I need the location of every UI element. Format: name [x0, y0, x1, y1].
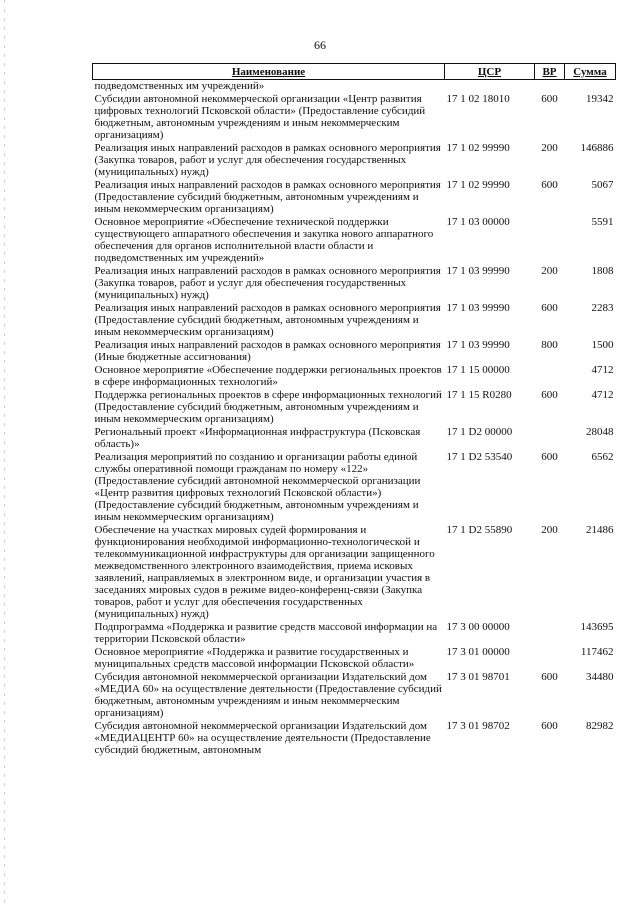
header-vr: ВР: [535, 64, 565, 80]
row-sum-cell: 143695: [580, 621, 614, 633]
row-sum-cell: 146886: [580, 142, 614, 154]
row-csr-cell: 17 1 03 99990: [446, 265, 510, 277]
row-sum-cell: 117462: [580, 646, 614, 658]
table-row: [93, 720, 616, 757]
row-sum-cell: 6562: [591, 451, 614, 463]
row-sum-cell: 34480: [586, 671, 614, 683]
row-name-cell: Основное мероприятие «Обеспечение технической поддержки существующего аппаратного обеспечения и закупка нового аппаратного обеспечения для органов исполнительной власти области и подведомственных им учреждений»: [94, 216, 434, 264]
row-sum-cell: 2283: [591, 302, 614, 314]
row-sum-cell: [565, 80, 616, 94]
row-vr-cell: [535, 426, 565, 451]
table-row: [93, 671, 616, 720]
row-sum-cell: 19342: [586, 93, 614, 105]
row-sum-cell: 5591: [591, 216, 614, 228]
row-name-cell: Подпрограмма «Поддержка и развитие средств массовой информации на территории Псковской области»: [94, 621, 438, 645]
row-csr-cell: 17 1 02 99990: [446, 142, 510, 154]
row-name-cell: Субсидия автономной некоммерческой организации Издательский дом «МЕДИА 60» на осуществление деятельности (Предоставление субсидий бюджетным, автономным учреждениям и иным некоммерческим организациям): [94, 671, 442, 719]
row-csr-cell: 17 1 03 00000: [446, 216, 510, 228]
header-sum: Сумма: [565, 64, 616, 80]
row-vr-cell: 600: [541, 93, 558, 105]
row-csr-cell: 17 1 02 18010: [446, 93, 510, 105]
row-sum-cell: 4712: [591, 389, 614, 401]
row-name-cell: Реализация иных направлений расходов в рамках основного мероприятия (Предоставление субсидий бюджетным, автономным учреждениям и иным некоммерческим организациям): [94, 179, 441, 215]
row-name-cell: Реализация иных направлений расходов в рамках основного мероприятия (Иные бюджетные ассигнования): [94, 339, 441, 363]
row-name-cell: Реализация иных направлений расходов в рамках основного мероприятия (Предоставление субсидий бюджетным, автономным учреждениям и иным некоммерческим организациям): [94, 302, 441, 338]
table-row: [93, 142, 616, 179]
table-row: [93, 426, 616, 451]
row-name-cell: Основное мероприятие «Обеспечение поддержки региональных проектов в сфере информационных технологий»: [94, 364, 442, 388]
page-number: 66: [314, 38, 326, 52]
table-header-row: [93, 64, 616, 80]
row-sum-cell: 28048: [586, 426, 614, 438]
table-row: [93, 265, 616, 302]
row-csr-cell: 17 1 03 99990: [446, 302, 510, 314]
row-name-cell: Реализация иных направлений расходов в рамках основного мероприятия (Закупка товаров, работ и услуг для обеспечения государственных (муниципальных) нужд): [94, 142, 441, 178]
row-csr-cell: 17 3 01 00000: [446, 646, 510, 658]
row-vr-cell: [535, 80, 565, 94]
row-csr-cell: [445, 80, 535, 94]
row-sum-cell: 5067: [591, 179, 614, 191]
header-csr: ЦСР: [445, 64, 535, 80]
row-name-cell: подведомственных им учреждений»: [94, 80, 265, 92]
row-vr-cell: [535, 364, 565, 389]
row-sum-cell: 4712: [591, 364, 614, 376]
row-csr-cell: 17 1 D2 00000: [446, 426, 513, 438]
row-name-cell: Региональный проект «Информационная инфраструктура (Псковская область)»: [94, 426, 421, 450]
row-csr-cell: 17 1 03 99990: [446, 339, 510, 351]
row-name-cell: Реализация мероприятий по созданию и организации работы единой службы оперативной помощи гражданам по номеру «122» (Предоставление субсидий автономной некоммерческой организации «Центр развития цифровых технологий Псковской области») (Предоставление субсидий бюджетным, автономным учреждениям и иным некоммерческим организациям): [94, 451, 421, 523]
row-vr-cell: [535, 646, 565, 671]
table-row: [93, 524, 616, 621]
table-row: [93, 216, 616, 265]
row-csr-cell: 17 3 01 98702: [446, 720, 510, 732]
row-vr-cell: 600: [541, 720, 558, 732]
header-name: Наименование: [93, 64, 445, 80]
table-row: [93, 389, 616, 426]
row-csr-cell: 17 1 15 00000: [446, 364, 510, 376]
row-name-cell: Обеспечение на участках мировых судей формирования и функционирования необходимой информационно-технологической и телекоммуникационной инфраструктуры для организации защищенного межведомственного электронного взаимодействия, приема исковых заявлений, направляемых в электронном виде, и организации участия в заседаниях мировых судов в режиме видео-конференц-связи (Закупка товаров, работ и услуг для обеспечения государственных (муниципальных) нужд): [94, 524, 435, 620]
row-csr-cell: 17 3 01 98701: [446, 671, 510, 683]
row-vr-cell: 600: [541, 671, 558, 683]
table-row: [93, 646, 616, 671]
row-vr-cell: 200: [541, 524, 558, 536]
table-row: [93, 93, 616, 142]
row-name-cell: Поддержка региональных проектов в сфере информационных технологий (Предоставление субсидий бюджетным, автономным учреждениям и иным некоммерческим организациям): [94, 389, 442, 425]
row-sum-cell: 82982: [586, 720, 614, 732]
row-vr-cell: [535, 621, 565, 646]
row-vr-cell: 600: [541, 302, 558, 314]
row-csr-cell: 17 1 15 R0280: [446, 389, 512, 401]
table-row: [93, 621, 616, 646]
row-vr-cell: 200: [541, 142, 558, 154]
row-vr-cell: [535, 216, 565, 265]
row-csr-cell: 17 3 00 00000: [446, 621, 510, 633]
row-name-cell: Основное мероприятие «Поддержка и развитие государственных и муниципальных средств массовой информации Псковской области»: [94, 646, 415, 670]
row-sum-cell: 21486: [586, 524, 614, 536]
row-vr-cell: 600: [541, 451, 558, 463]
row-sum-cell: 1500: [591, 339, 614, 351]
table-row: [93, 451, 616, 524]
row-name-cell: Субсидии автономной некоммерческой организации «Центр развития цифровых технологий Псковской области» (Предоставление субсидий бюджетным, автономным учреждениям и иным некоммерческим организациям): [94, 93, 426, 141]
row-vr-cell: 600: [541, 179, 558, 191]
row-vr-cell: 600: [541, 389, 558, 401]
table-row: [93, 80, 616, 94]
row-name-cell: Субсидия автономной некоммерческой организации Издательский дом «МЕДИАЦЕНТР 60» на осуществление деятельности (Предоставление субсидий бюджетным, автономным: [94, 720, 431, 756]
row-name-cell: Реализация иных направлений расходов в рамках основного мероприятия (Закупка товаров, работ и услуг для обеспечения государственных (муниципальных) нужд): [94, 265, 441, 301]
row-csr-cell: 17 1 D2 55890: [446, 524, 513, 536]
row-csr-cell: 17 1 D2 53540: [446, 451, 513, 463]
budget-table: [92, 63, 616, 757]
table-row: [93, 364, 616, 389]
row-sum-cell: 1808: [591, 265, 614, 277]
row-vr-cell: 800: [541, 339, 558, 351]
table-row: [93, 179, 616, 216]
table-row: [93, 339, 616, 364]
row-csr-cell: 17 1 02 99990: [446, 179, 510, 191]
row-vr-cell: 200: [541, 265, 558, 277]
scan-edge-marks: [4, 0, 5, 905]
table-row: [93, 302, 616, 339]
